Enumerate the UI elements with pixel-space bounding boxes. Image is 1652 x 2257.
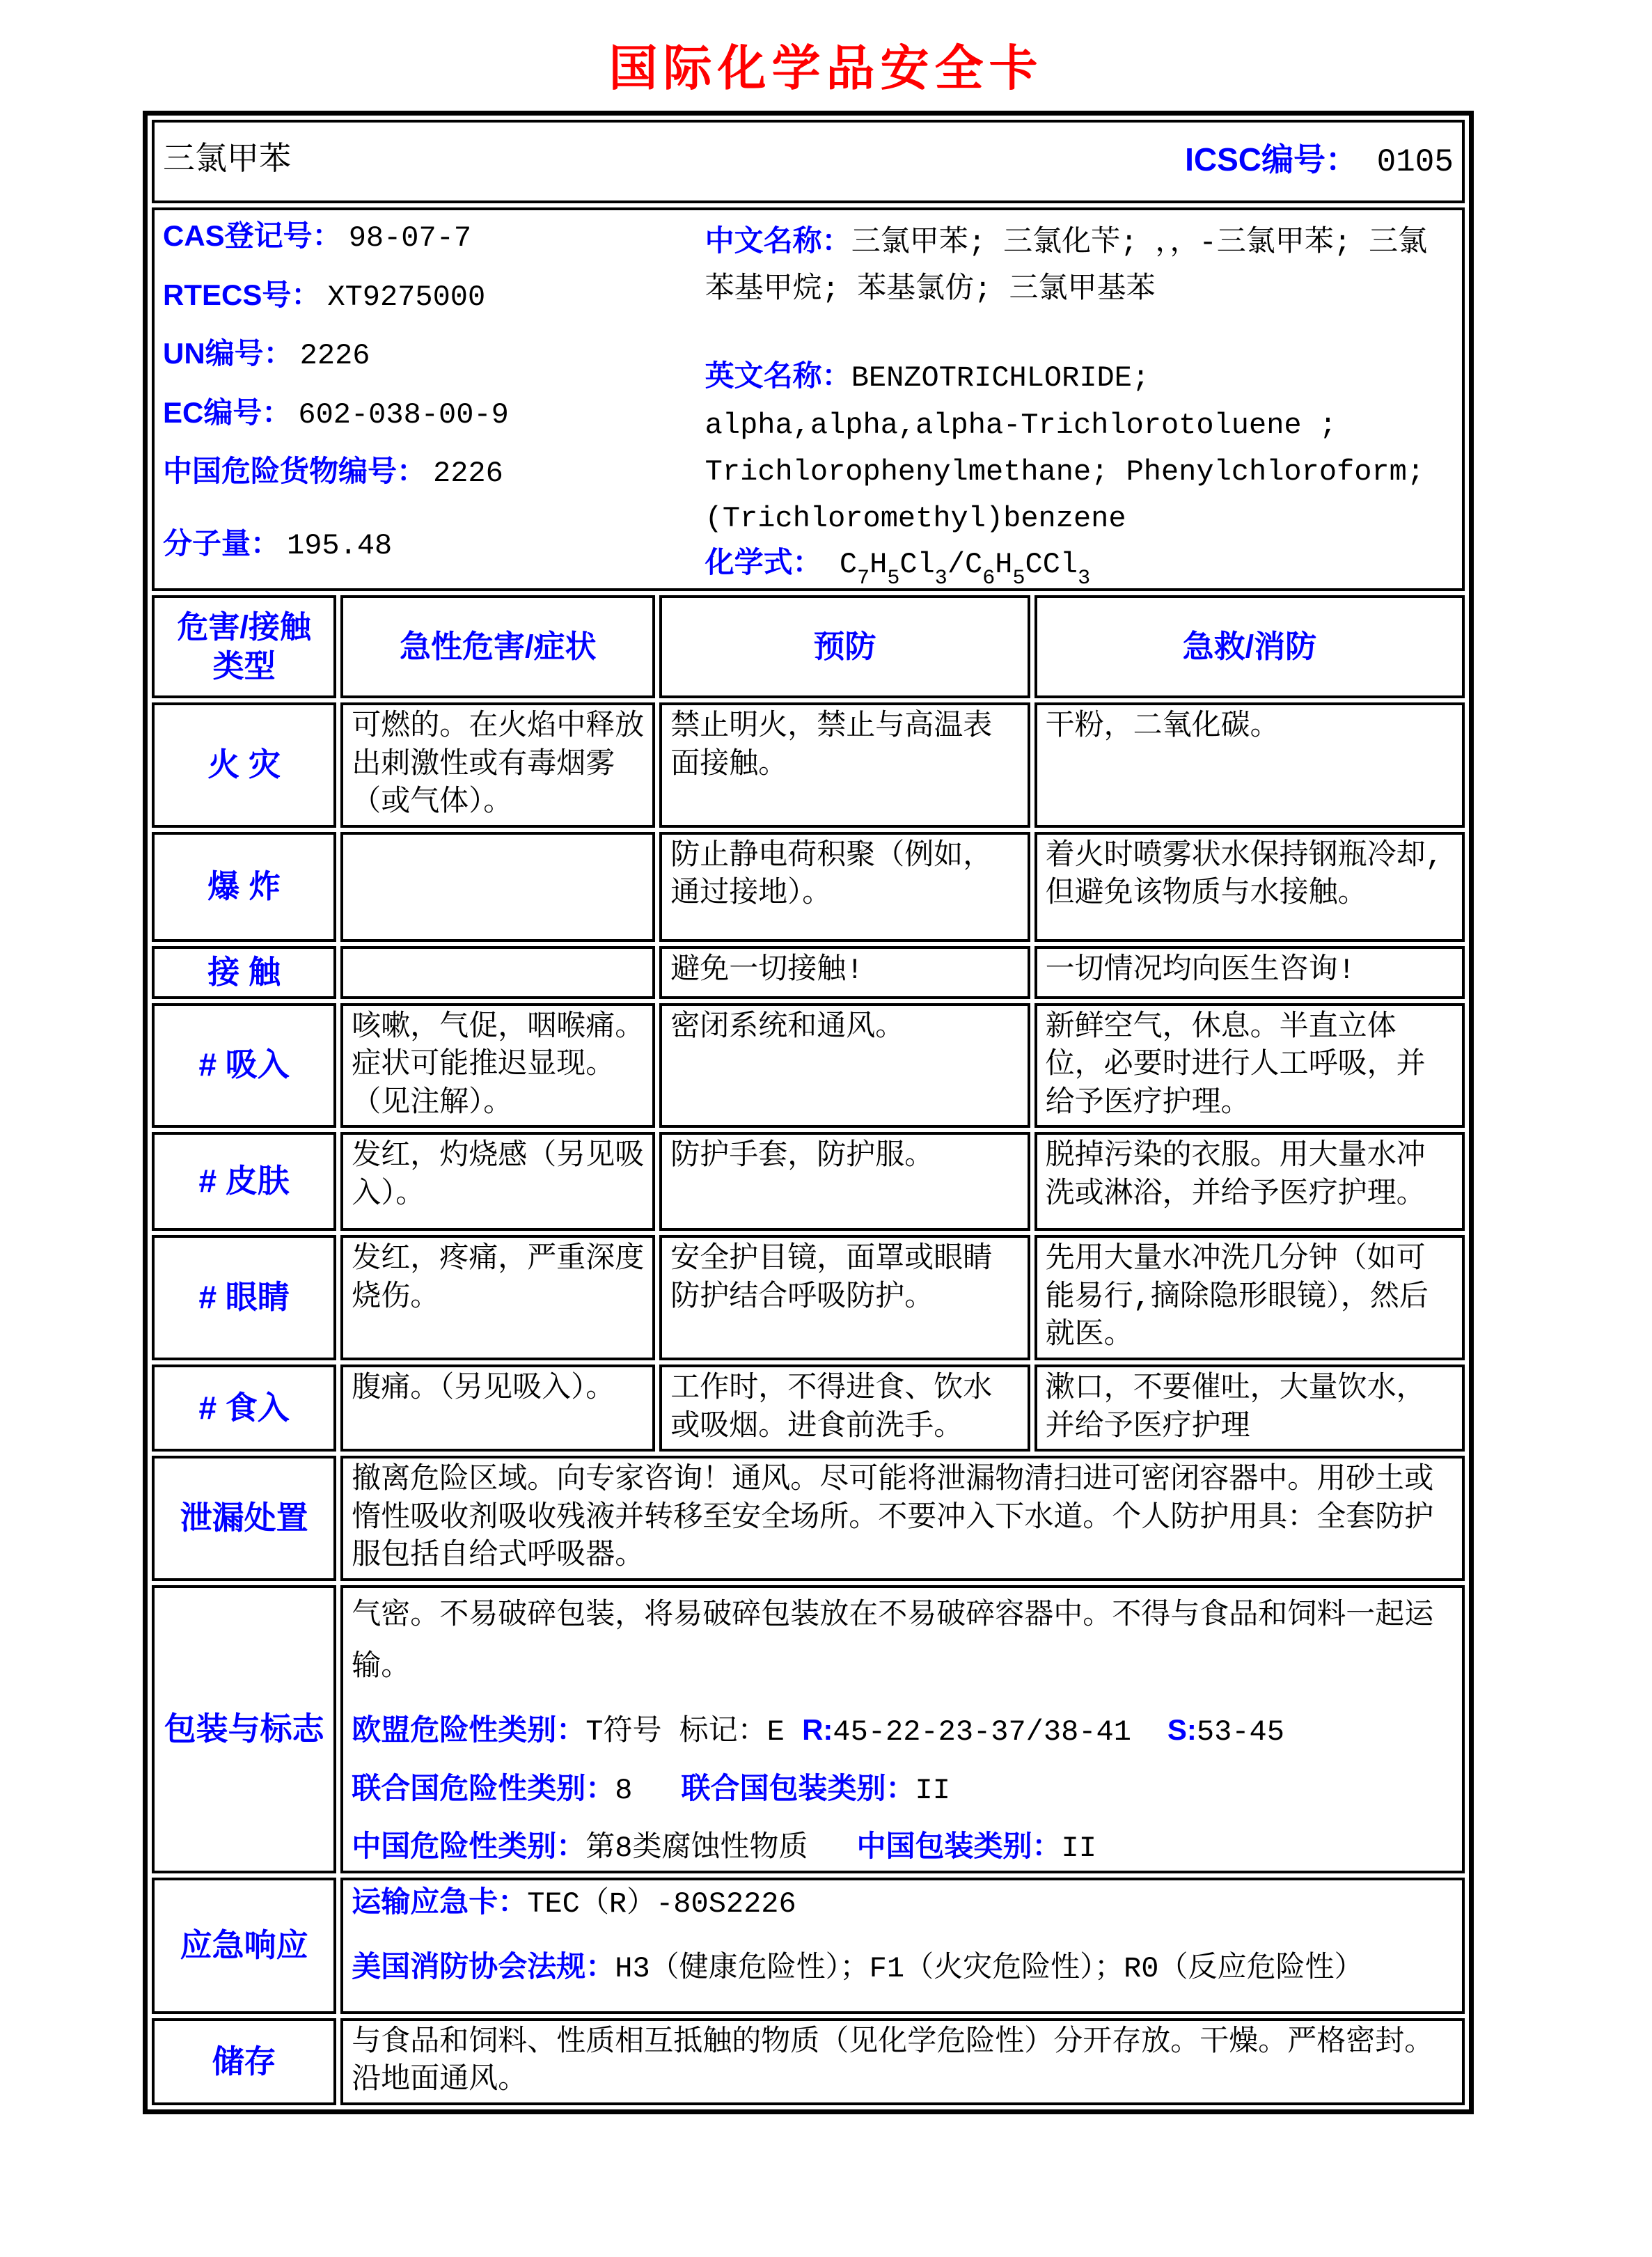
row-label-emergency: 应急响应 bbox=[152, 1878, 336, 2014]
skin-prevention: 防护手套，防护服。 bbox=[659, 1132, 1030, 1231]
hazard-row-explosion bbox=[152, 832, 1465, 942]
inhalation-response: 新鲜空气，休息。半直立体位，必要时进行人工呼吸，并给予医疗护理。 bbox=[1035, 1003, 1465, 1128]
hazard-row-inhalation bbox=[152, 1003, 1465, 1128]
fire-response: 干粉，二氧化碳。 bbox=[1035, 702, 1465, 828]
row-label-spill: 泄漏处置 bbox=[152, 1456, 336, 1581]
contact-response: 一切情况均向医生咨询! bbox=[1035, 946, 1465, 999]
packaging-un-classification: 联合国危险性类别：8 联合国包装类别：II bbox=[352, 1771, 950, 1807]
packaging-general: 气密。不易破碎包装，将易破碎包装放在不易破碎容器中。不得与食品和饲料一起运输。 bbox=[352, 1599, 1434, 1684]
hazard-header-row bbox=[152, 595, 1465, 698]
ingestion-response: 漱口，不要催吐，大量饮水，并给予医疗护理 bbox=[1035, 1365, 1465, 1452]
ingestion-prevention: 工作时，不得进食、饮水或吸烟。进食前洗手。 bbox=[659, 1365, 1030, 1452]
row-label-fire: 火 灾 bbox=[152, 702, 336, 828]
nfpa-code: 美国消防协会法规：H3（健康危险性）；F1（火灾危险性）；R0（反应危险性） bbox=[352, 1950, 1364, 1986]
row-label-explosion: 爆 炸 bbox=[152, 832, 336, 942]
fire-symptoms: 可燃的。在火焰中释放出刺激性或有毒烟雾（或气体）。 bbox=[340, 702, 655, 828]
icsc-number-label: ICSC编号： bbox=[1185, 141, 1358, 178]
eyes-response: 先用大量水冲洗几分钟（如可能易行,摘除隐形眼镜），然后就医。 bbox=[1035, 1235, 1465, 1360]
eyes-symptoms: 发红，疼痛，严重深度烧伤。 bbox=[340, 1235, 655, 1360]
row-label-inhalation: # 吸入 bbox=[152, 1003, 336, 1128]
packaging-eu-classification: 欧盟危险性类别：T符号 标记：E R:45-22-23-37/38-41 S:53-45 bbox=[352, 1713, 1284, 1749]
explosion-symptoms bbox=[340, 832, 655, 942]
contact-symptoms bbox=[340, 946, 655, 999]
inhalation-prevention: 密闭系统和通风。 bbox=[659, 1003, 1030, 1128]
hazard-row-skin bbox=[152, 1132, 1465, 1231]
hazard-row-eyes bbox=[152, 1235, 1465, 1360]
row-label-storage: 储存 bbox=[152, 2018, 336, 2105]
english-name: 英文名称：BENZOTRICHLORIDE; alpha,alpha,alpha-Trichlorotoluene ; Trichlorophenylmethane; Phenylchloroform; (Trichloromethyl)benzene bbox=[705, 359, 1425, 535]
packaging-cn-classification: 中国危险性类别：第8类腐蚀性物质 中国包装类别：II bbox=[352, 1830, 1096, 1866]
row-label-eyes: # 眼睛 bbox=[152, 1235, 336, 1360]
explosion-response: 着火时喷雾状水保持钢瓶冷却,但避免该物质与水接触。 bbox=[1035, 832, 1465, 942]
hazard-row-fire bbox=[152, 702, 1465, 828]
identifiers-row bbox=[152, 207, 1465, 591]
chinese-name: 中文名称：三氯甲苯; 三氯化苄; ，，-三氯甲苯; 三氯苯基甲烷; 苯基氯仿; 三氯甲基苯 bbox=[705, 224, 1428, 307]
row-label-ingestion: # 食入 bbox=[152, 1365, 336, 1452]
col-header-prevention: 预防 bbox=[659, 595, 1030, 698]
col-header-firstaid: 急救/消防 bbox=[1035, 595, 1465, 698]
chemical-formula: 化学式： $C_7H_5Cl_3/C_6H_5CCl_3$ bbox=[705, 546, 1091, 591]
contact-prevention: 避免一切接触! bbox=[659, 946, 1030, 999]
page-title: 国际化学品安全卡 bbox=[608, 41, 1044, 95]
packaging-row bbox=[152, 1585, 1465, 1873]
rtecs-number-line: RTECS号： XT9275000 bbox=[163, 278, 486, 314]
molecular-weight-line: 分子量： 195.48 bbox=[163, 526, 393, 563]
ingestion-symptoms: 腹痛。（另见吸入）。 bbox=[340, 1365, 655, 1452]
explosion-prevention: 防止静电荷积聚（例如，通过接地）。 bbox=[659, 832, 1030, 942]
identifier-list bbox=[163, 213, 705, 585]
skin-response: 脱掉污染的衣服。用大量水冲洗或淋浴，并给予医疗护理。 bbox=[1035, 1132, 1465, 1231]
spill-text: 撤离危险区域。向专家咨询！通风。尽可能将泄漏物清扫进可密闭容器中。用砂土或惰性吸收剂吸收残液并转移至安全场所。不要冲入下水道。个人防护用具：全套防护服包括自给式呼吸器。 bbox=[340, 1456, 1465, 1581]
un-number-line: UN编号： 2226 bbox=[163, 337, 370, 373]
cas-number-line: CAS登记号： 98-07-7 bbox=[163, 219, 472, 255]
hazard-row-ingestion bbox=[152, 1365, 1465, 1452]
row-label-packaging: 包装与标志 bbox=[152, 1585, 336, 1873]
hazard-row-contact bbox=[152, 946, 1465, 999]
row-label-skin: # 皮肤 bbox=[152, 1132, 336, 1231]
storage-text: 与食品和饲料、性质相互抵触的物质（见化学危险性）分开存放。干燥。严格密封。沿地面通风。 bbox=[340, 2018, 1465, 2105]
substance-name: 三氯甲苯 bbox=[163, 143, 291, 180]
icsc-card-table bbox=[143, 111, 1474, 2114]
skin-symptoms: 发红，灼烧感（另见吸入）。 bbox=[340, 1132, 655, 1231]
row-label-contact: 接 触 bbox=[152, 946, 336, 999]
header-row bbox=[152, 120, 1465, 203]
icsc-page bbox=[0, 29, 1652, 2257]
icsc-number-value: 0105 bbox=[1376, 144, 1454, 181]
storage-row bbox=[152, 2018, 1465, 2105]
inhalation-symptoms: 咳嗽，气促，咽喉痛。症状可能推迟显现。（见注解）。 bbox=[340, 1003, 655, 1128]
names-block bbox=[705, 213, 1454, 591]
fire-prevention: 禁止明火，禁止与高温表面接触。 bbox=[659, 702, 1030, 828]
transport-emergency-card: 运输应急卡：TEC（R）-80S2226 bbox=[352, 1885, 796, 1921]
eyes-prevention: 安全护目镜，面罩或眼睛防护结合呼吸防护。 bbox=[659, 1235, 1030, 1360]
emergency-row bbox=[152, 1878, 1465, 2014]
cn-dangerous-goods-number-line: 中国危险货物编号： 2226 bbox=[163, 455, 503, 491]
spill-row bbox=[152, 1456, 1465, 1581]
col-header-symptoms: 急性危害/症状 bbox=[340, 595, 655, 698]
col-header-hazard-type: 危害/接触类型 bbox=[152, 595, 336, 698]
ec-number-line: EC编号： 602-038-00-9 bbox=[163, 395, 509, 432]
icsc-number-field bbox=[1185, 139, 1454, 184]
